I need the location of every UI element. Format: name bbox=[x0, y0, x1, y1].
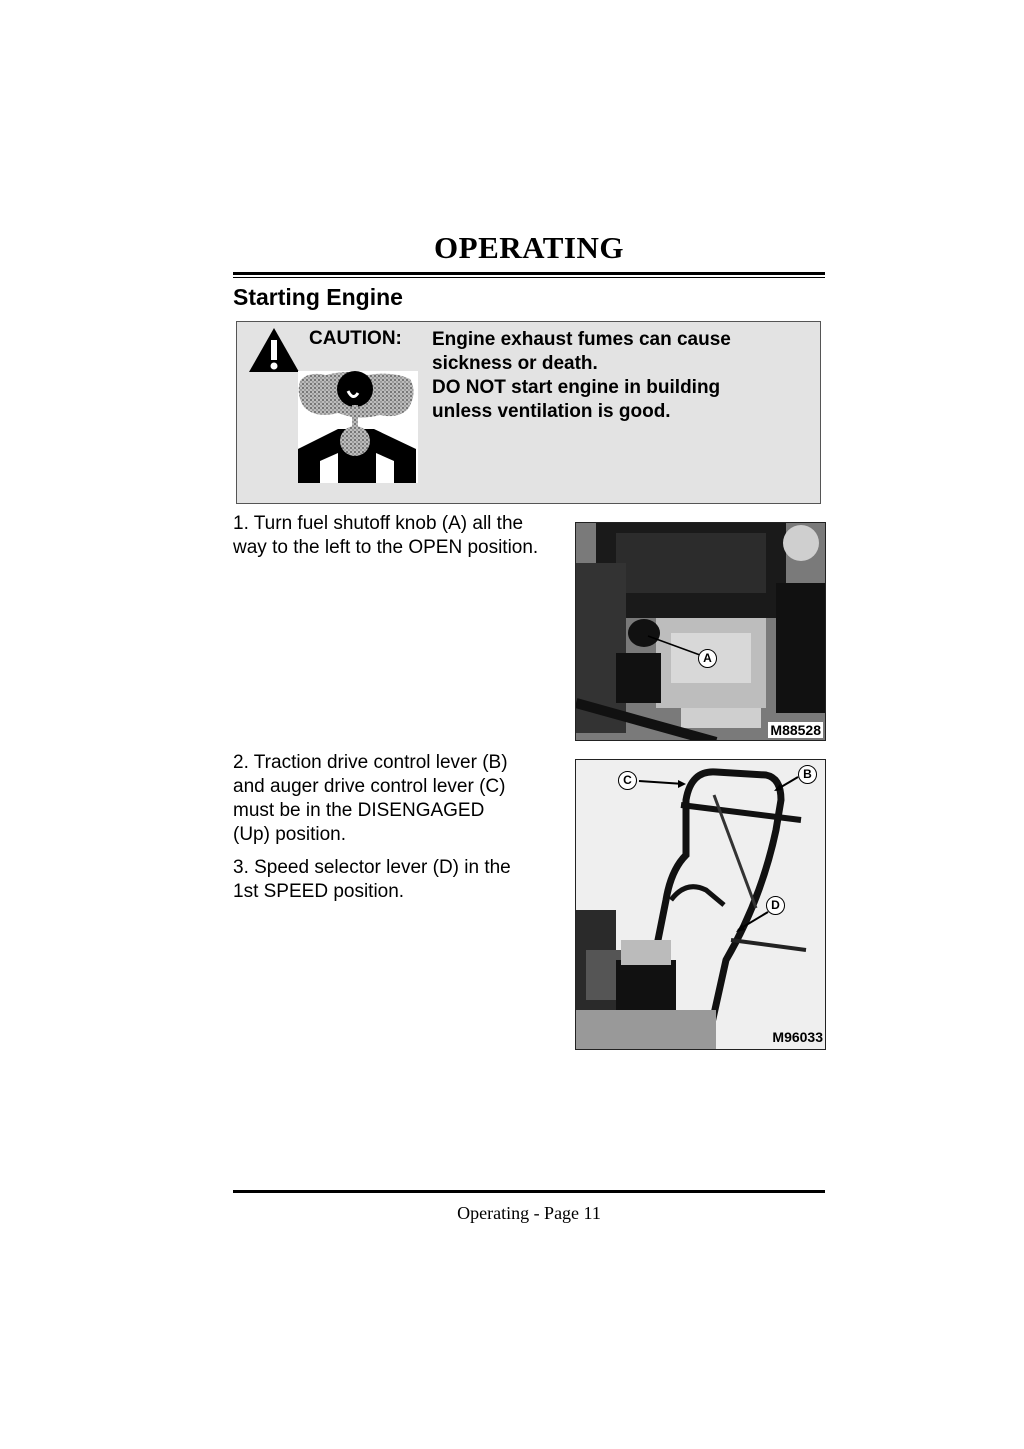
callout-d: D bbox=[766, 896, 785, 915]
step-line: way to the left to the OPEN position. bbox=[233, 537, 539, 558]
callout-a: A bbox=[698, 649, 717, 668]
snowblower-illustration bbox=[576, 760, 826, 1050]
footer-rule bbox=[233, 1190, 825, 1193]
step-line: (Up) position. bbox=[233, 824, 346, 845]
step-line: 3. Speed selector lever (D) in the bbox=[233, 857, 511, 878]
title-rule-thin bbox=[233, 277, 825, 278]
caution-line: DO NOT start engine in building bbox=[432, 377, 721, 398]
caution-line: sickness or death. bbox=[432, 353, 598, 374]
fuel-shutoff-photo bbox=[575, 522, 826, 741]
caution-line: unless ventilation is good. bbox=[432, 401, 671, 422]
step-line: 1. Turn fuel shutoff knob (A) all the bbox=[233, 513, 524, 534]
figure-number: M96033 bbox=[772, 1029, 823, 1045]
step-line: and auger drive control lever (C) bbox=[233, 776, 506, 797]
caution-line: Engine exhaust fumes can cause bbox=[432, 329, 731, 350]
title-rule bbox=[233, 272, 825, 275]
page-footer: Operating - Page 11 bbox=[457, 1203, 601, 1223]
callout-b: B bbox=[798, 765, 817, 784]
step-1 bbox=[233, 512, 538, 560]
caution-box bbox=[236, 321, 821, 504]
step-3 bbox=[233, 856, 511, 904]
page-title: OPERATING bbox=[434, 230, 624, 265]
step-line: 2. Traction drive control lever (B) bbox=[233, 752, 508, 773]
control-levers-photo bbox=[575, 759, 826, 1050]
step-line: 1st SPEED position. bbox=[233, 881, 405, 902]
section-heading: Starting Engine bbox=[233, 284, 403, 310]
warning-triangle-icon bbox=[247, 326, 301, 374]
step-2 bbox=[233, 751, 508, 847]
step-line: must be in the DISENGAGED bbox=[233, 800, 485, 821]
engine-illustration bbox=[576, 523, 826, 741]
caution-text bbox=[432, 328, 731, 424]
caution-label: CAUTION: bbox=[309, 328, 402, 349]
callout-c: C bbox=[618, 771, 637, 790]
exhaust-fumes-pictogram bbox=[298, 371, 418, 483]
figure-number: M88528 bbox=[770, 722, 821, 738]
